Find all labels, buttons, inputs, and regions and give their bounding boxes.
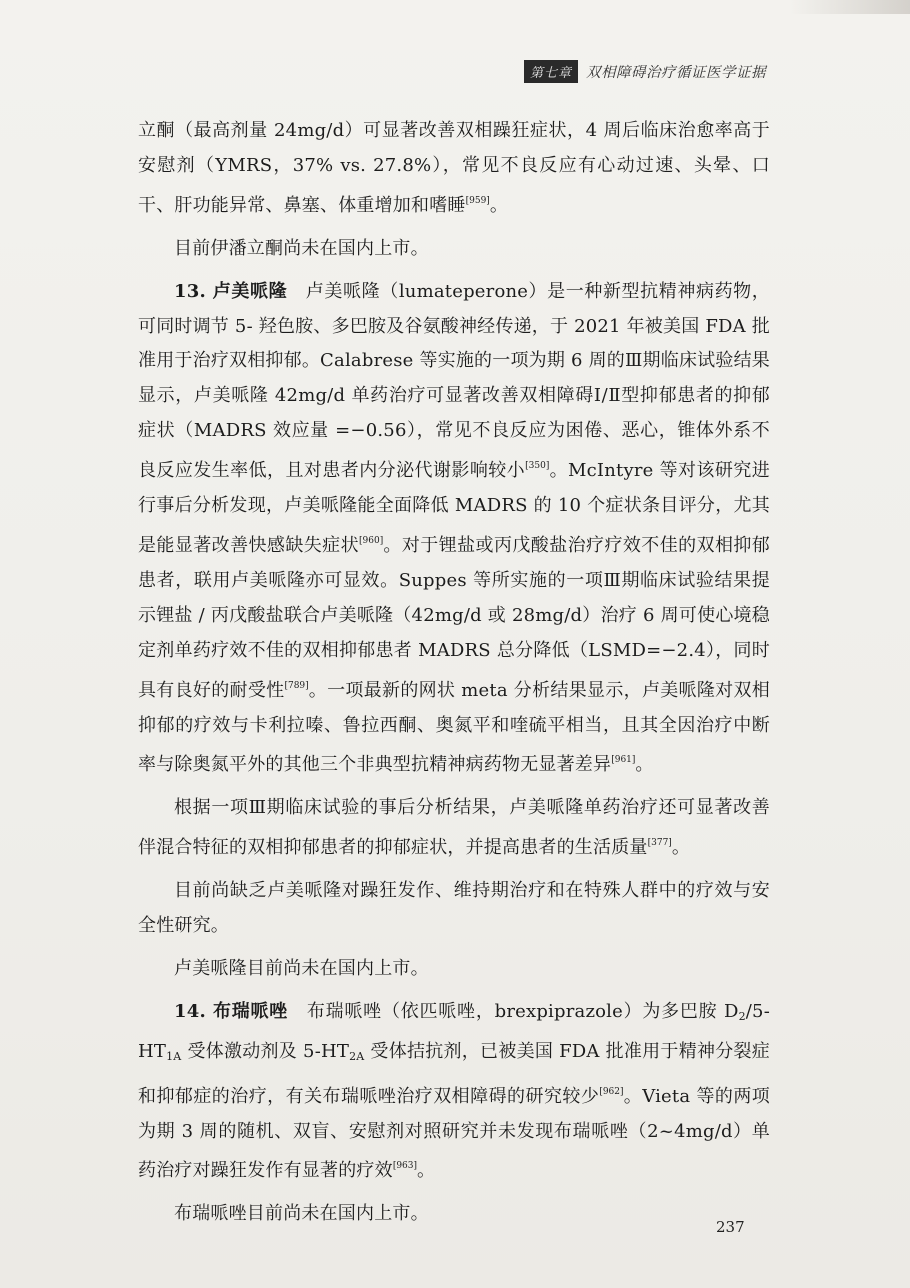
citation: [962] xyxy=(599,1086,624,1097)
citation: [963] xyxy=(392,1161,418,1172)
text-run: /5-HT xyxy=(138,1000,770,1062)
subscript: 2A xyxy=(349,1049,365,1063)
paragraph-lumateperone-mixed xyxy=(138,791,770,866)
paragraph-lumateperone-status: 卢美哌隆目前尚未在国内上市。 xyxy=(174,957,429,979)
text-run: 。对于锂盐或丙戊酸盐治疗疗效不佳的双相抑郁患者，联用卢美哌隆亦可显效。Suppes 等所实施的一项Ⅲ期临床试验结果提示锂盐 / 丙戊酸盐联合卢美哌隆（42mg/d 或 28mg/d）治疗 6 周可使心境稳定剂单药疗效不佳的双相抑郁患者 MADRS 总分降低（LSMD=−2.4），同时具有良好的耐受性 xyxy=(138,534,770,701)
text-run: 。 xyxy=(489,194,509,216)
text-run: 。McIntyre 等对该研究进行事后分析发现，卢美哌隆能全面降低 MADRS 的 10 个症状条目评分，尤其是能显著改善快感缺失症状 xyxy=(138,460,770,556)
citation: [961] xyxy=(611,755,636,766)
text-run: 。 xyxy=(671,837,691,859)
citation: [959] xyxy=(465,195,490,206)
paragraph-iloperidone-continued xyxy=(138,114,770,224)
running-header-title: 双相障碍治疗循证医学证据 xyxy=(586,65,767,81)
text-run: 立酮（最高剂量 24mg/d）可显著改善双相躁狂症状，4 周后临床治愈率高于安慰剂（YMRS，37% vs. 27.8%），常见不良反应有心动过速、头晕、口干、肝功能异常、鼻塞、体重增加和嗜睡 xyxy=(138,120,770,216)
scan-edge-shadow xyxy=(790,0,910,14)
text-run: 。一项最新的网状 meta 分析结果显示，卢美哌隆对双相抑郁的疗效与卡利拉嗪、鲁拉西酮、奥氮平和喹硫平相当，且其全因治疗中断率与除奥氮平外的其他三个非典型抗精神病药物无显著差异 xyxy=(138,679,770,776)
text-run: 。 xyxy=(635,754,654,776)
text-run: 受体激动剂及 5-HT xyxy=(181,1040,350,1062)
paragraph-brexpiprazole-status: 布瑞哌唑目前尚未在国内上市。 xyxy=(174,1203,429,1225)
page-number: 237 xyxy=(716,1218,745,1236)
text-run: 布瑞哌唑（依匹哌唑，brexpiprazole）为多巴胺 D xyxy=(288,1000,739,1022)
paragraph-iloperidone-status: 目前伊潘立酮尚未在国内上市。 xyxy=(174,237,429,259)
citation: [377] xyxy=(647,838,672,849)
citation: [789] xyxy=(284,680,309,691)
citation: [960] xyxy=(359,535,384,546)
subscript: 2 xyxy=(738,1009,746,1023)
section-heading-lumateperone: 13. 卢美哌隆 xyxy=(174,280,288,302)
text-run: 受体拮抗剂，已被美国 FDA 批准用于精神分裂症和抑郁症的治疗，有关布瑞哌唑治疗双相障碍的研究较少 xyxy=(138,1040,770,1107)
subscript: 1A xyxy=(166,1049,182,1063)
text-run: 。Vieta 等的两项为期 3 周的随机、双盲、安慰剂对照研究并未发现布瑞哌唑（2~4mg/d）单药治疗对躁狂发作有显著的疗效 xyxy=(138,1085,771,1182)
body-text xyxy=(138,114,770,1240)
text-run: 。 xyxy=(417,1160,436,1182)
running-header xyxy=(524,60,767,83)
chapter-tag: 第七章 xyxy=(524,60,578,83)
citation: [350] xyxy=(525,461,550,472)
paragraph-brexpiprazole xyxy=(138,995,770,1190)
section-heading-brexpiprazole: 14. 布瑞哌唑 xyxy=(174,1000,289,1022)
paragraph-lumateperone xyxy=(138,275,770,784)
text-run: 根据一项Ⅲ期临床试验的事后分析结果，卢美哌隆单药治疗还可显著改善伴混合特征的双相抑郁患者的抑郁症状，并提高患者的生活质量 xyxy=(138,797,770,859)
paragraph-lumateperone-gap: 目前尚缺乏卢美哌隆对躁狂发作、维持期治疗和在特殊人群中的疗效与安全性研究。 xyxy=(138,880,770,937)
text-run: 卢美哌隆（lumateperone）是一种新型抗精神病药物，可同时调节 5- 羟色胺、多巴胺及谷氨酸神经传递，于 2021 年被美国 FDA 批准用于治疗双相抑郁。Calabrese 等实施的一项为期 6 周的Ⅲ期临床试验结果显示，卢美哌隆 42mg/d 单药治疗可显著改善双相障碍Ⅰ/Ⅱ型抑郁患者的抑郁症状（MADRS 效应量 =−0.56），常见不良反应为困倦、恶心，锥体外系不良反应发生率低，且对患者内分泌代谢影响较小 xyxy=(138,280,770,482)
